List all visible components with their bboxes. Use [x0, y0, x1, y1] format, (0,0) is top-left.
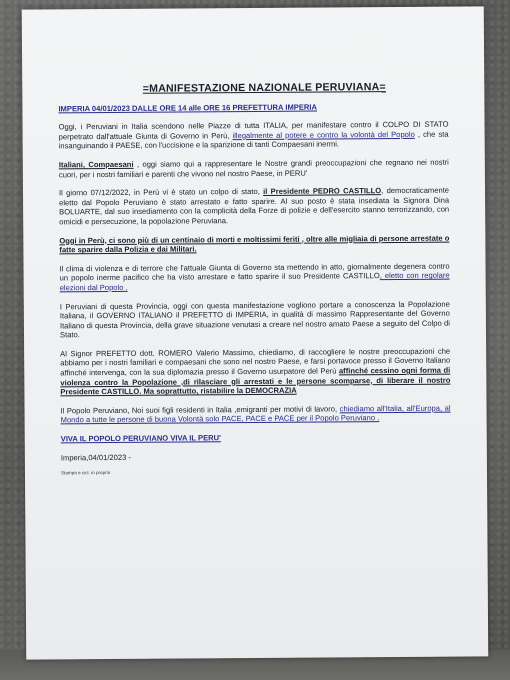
- paragraph-2: Italiani, Compaesani , oggi siamo qui a rappresentare le Nostre grandi preoccupazioni che regnano nei nostri cuori, per i nostri familiari e parenti che vivono nel nostro Paese, in PERU': [58, 157, 449, 179]
- flyer-title: =MANIFESTAZIONE NAZIONALE PERUVIANA=: [142, 81, 386, 95]
- paragraph-1: Oggi, i Peruviani in Italia scendono nelle Piazze di tutta ITALIA, per manifestare contro il COLPO DI STATO perpetrato dall'attuale Giunta di Governo in Perù, illegalmente al potere e contro la volontà del Popolo , che sta insanguinando il PAESE, con l'uccisione e la sparizione di tanti Compaesani inermi.: [58, 119, 449, 151]
- paragraph-8: Il Popolo Peruviano, Noi suoi figli residenti in Italia ,emigranti per motivi di lavoro, chiediamo all'Italia, all'Europa, al Mondo a tutte le persone di buona Volontà solo PACE, PACE e PACE per il Popolo Peruviano .: [60, 403, 451, 425]
- paragraph-6: I Peruviani di questa Provincia, oggi con questa manifestazione vogliono portare a conoscenza la Popolazione Italiana, il GOVERNO ITALIANO il PREFETTO di IMPERIA, in qualità di massimo Rappresentante del Governo Italiano di questa Provincia, della grave situazione venutasi a creare nel nostro amato Paese a seguito del Colpo di Stato.: [59, 299, 450, 340]
- paragraph-5: Il clima di violenza e di terrore che l'attuale Giunta di Governo sta mettendo in atto, giornalmente degenera contro un popolo inerme pacifico che ha visto arrestare e fatto sparire il suo Presidente CASTILLO, eletto con regolare elezioni dal Popolo .: [59, 261, 450, 293]
- signature-date: Imperia,04/01/2023 -: [60, 452, 131, 462]
- closing-slogan: VIVA IL POPOLO PERUVIANO VIVA IL PERU': [60, 433, 221, 444]
- paragraph-7: Al Signor PREFETTO dott. ROMERO Valerio Massimo, chiediamo, di raccogliere le nostre preoccupazioni che abbiamo per i nostri familiari e compaesani che sono nel nostro Paese, e farsi portavoce presso il Governo Italiano affinché intervenga, con la sua diplomazia presso il Governo usurpatore del Perù affinché cessino ogni forma di violenza contro la Popolazione ,di rilasciare gli arrestati e le persone scomparse, di liberare il nostro Presidente CASTILLO. Ma soprattutto, ristabilire la DEMOCRAZIA: [60, 346, 451, 397]
- paragraph-4: Oggi in Perù, ci sono più di un centinaio di morti e moltissimi feriti , oltre alle migliaia di persone arrestate o fatte sparire dalla Polizia e dai Militari.: [59, 233, 450, 255]
- print-note: Stampa e cicl. in proprio: [60, 470, 111, 476]
- event-details: IMPERIA 04/01/2023 DALLE ORE 14 alle ORE 16 PREFETTURA IMPERIA: [58, 102, 317, 113]
- flyer-sheet: [22, 6, 489, 659]
- paragraph-3: Il giorno 07/12/2022, in Perù vi è stato un colpo di stato, il Presidente PEDRO CASTILLO, democraticamente eletto dal Popolo Peruviano è stato arrestato e fatto sparire. Al suo posto è stata insediata la Signora Dina BOLUARTE, dal suo insediamento con la complicità della Forze di polizie e dell'esercito stanno terrorizzando, con omicidi e persecuzione, la popolazione Peruviana.: [58, 185, 450, 227]
